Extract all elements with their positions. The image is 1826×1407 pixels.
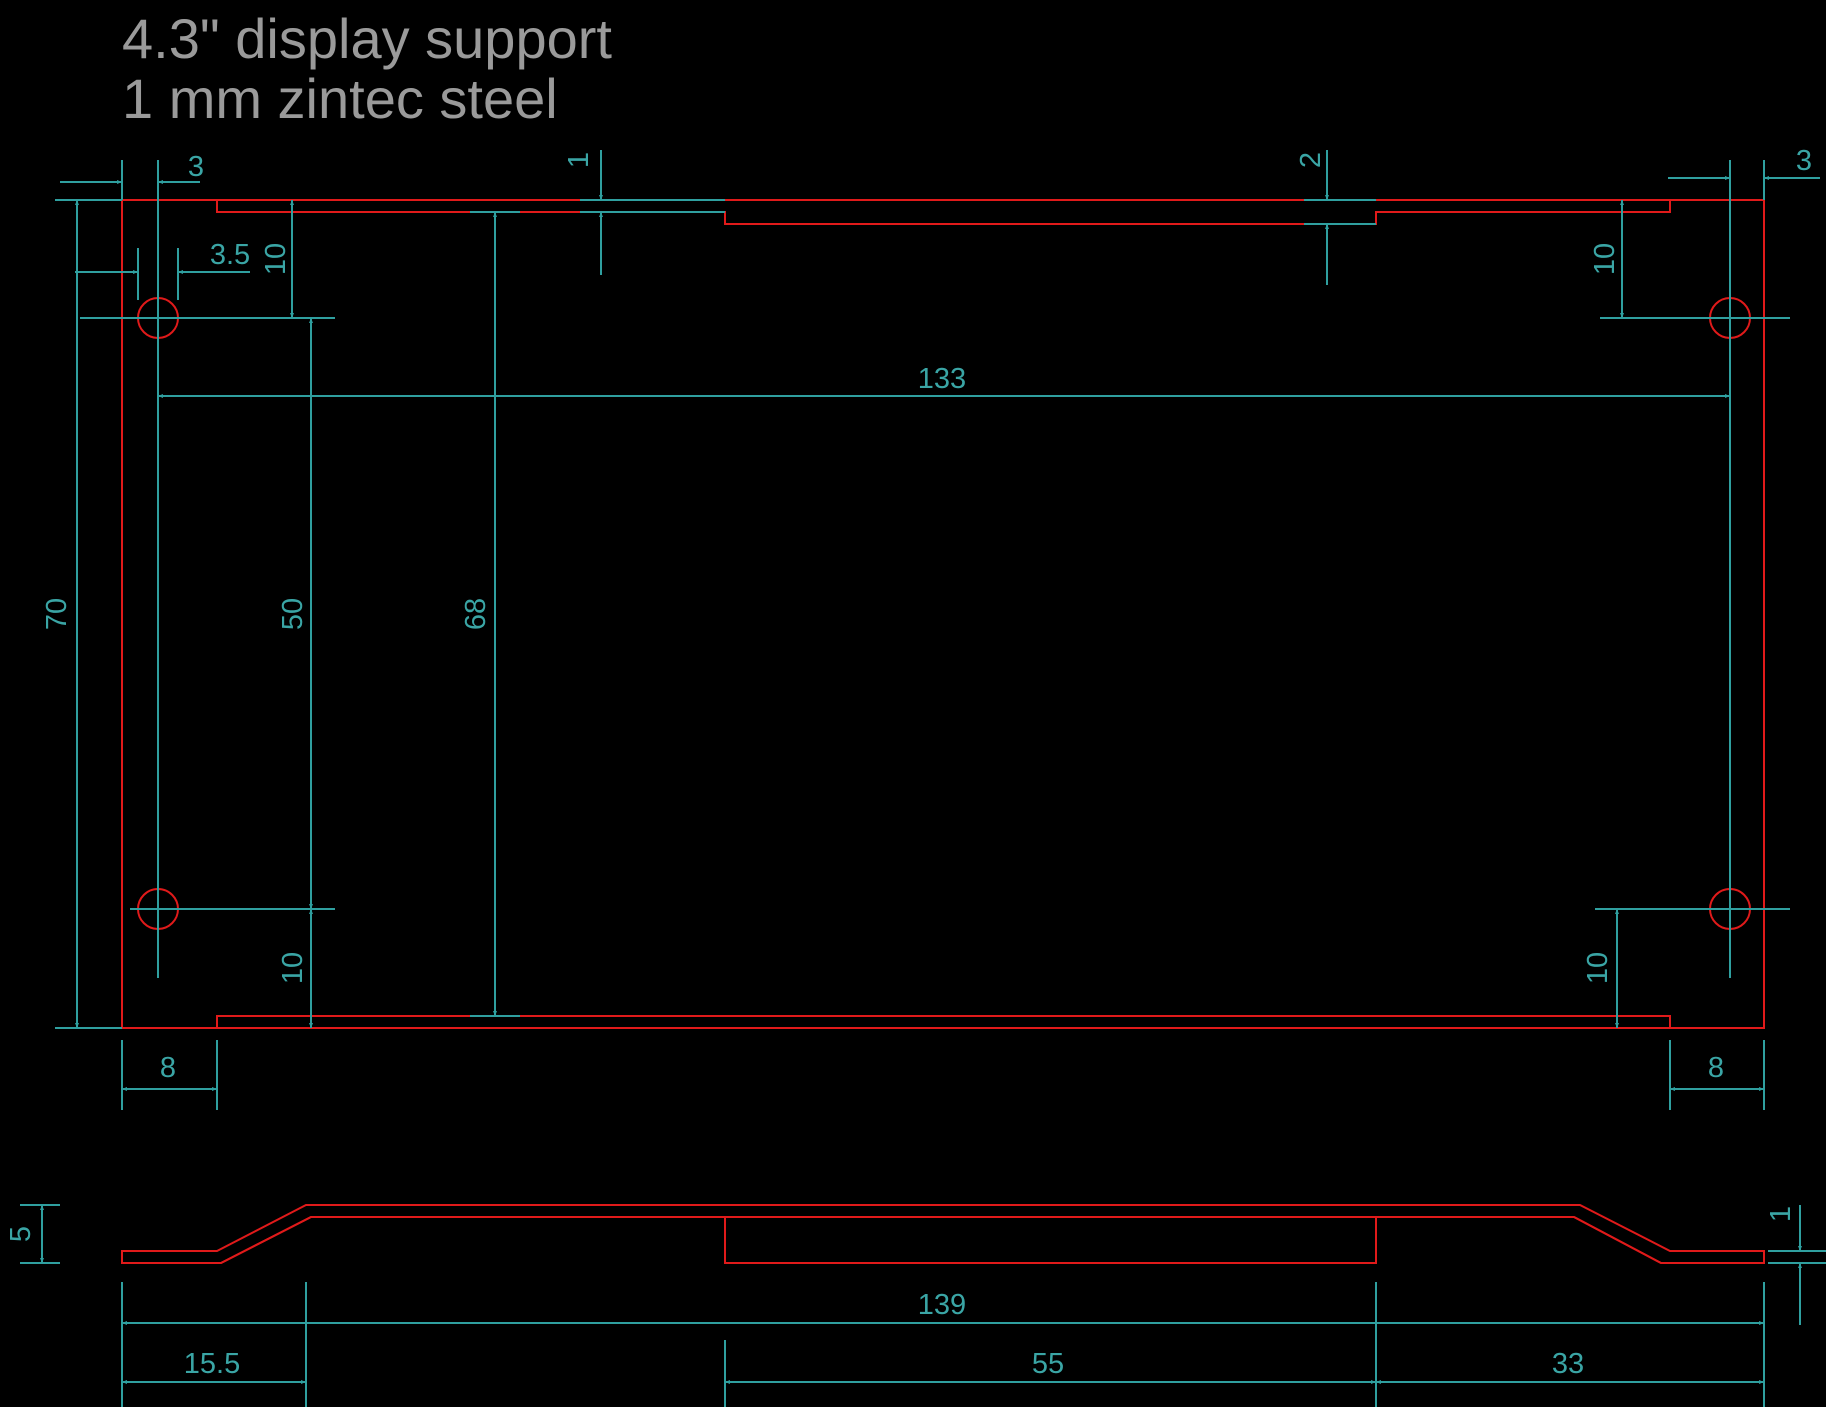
dim-label-side-height: 5 <box>5 1225 37 1243</box>
title-line-2: 1 mm zintec steel <box>122 67 558 130</box>
dim-label-cutout-length: 55 <box>1031 1348 1065 1380</box>
dim-label-inner-height: 68 <box>460 597 492 631</box>
dim-label-right-offset: 3 <box>1795 145 1813 177</box>
dim-label-notch-1: 1 <box>563 151 595 169</box>
dim-label-hole-y-bottom-left: 10 <box>277 951 309 985</box>
dim-label-side-thickness: 1 <box>1765 1205 1797 1223</box>
dim-label-hole-y-top-right: 10 <box>1589 242 1621 276</box>
dim-label-hole-y-top-left: 10 <box>260 242 292 276</box>
dim-label-overall-height: 70 <box>41 597 73 631</box>
dim-label-notch-2: 2 <box>1295 151 1327 169</box>
dim-label-hole-spacing-y: 50 <box>277 597 309 631</box>
dim-label-bottom-margin-right: 8 <box>1707 1052 1725 1084</box>
dim-label-hole-y-bottom-right: 10 <box>1582 951 1614 985</box>
dim-label-overall-length: 139 <box>917 1289 967 1321</box>
title-line-1: 4.3" display support <box>122 7 612 70</box>
dim-label-hole-spacing-x: 133 <box>917 363 967 395</box>
dim-label-hole-x: 3.5 <box>209 239 251 271</box>
dim-label-left-offset: 3 <box>187 151 205 183</box>
dim-label-bottom-margin-left: 8 <box>159 1052 177 1084</box>
dim-label-bend-length: 15.5 <box>183 1348 241 1380</box>
dim-label-right-section: 33 <box>1551 1348 1585 1380</box>
